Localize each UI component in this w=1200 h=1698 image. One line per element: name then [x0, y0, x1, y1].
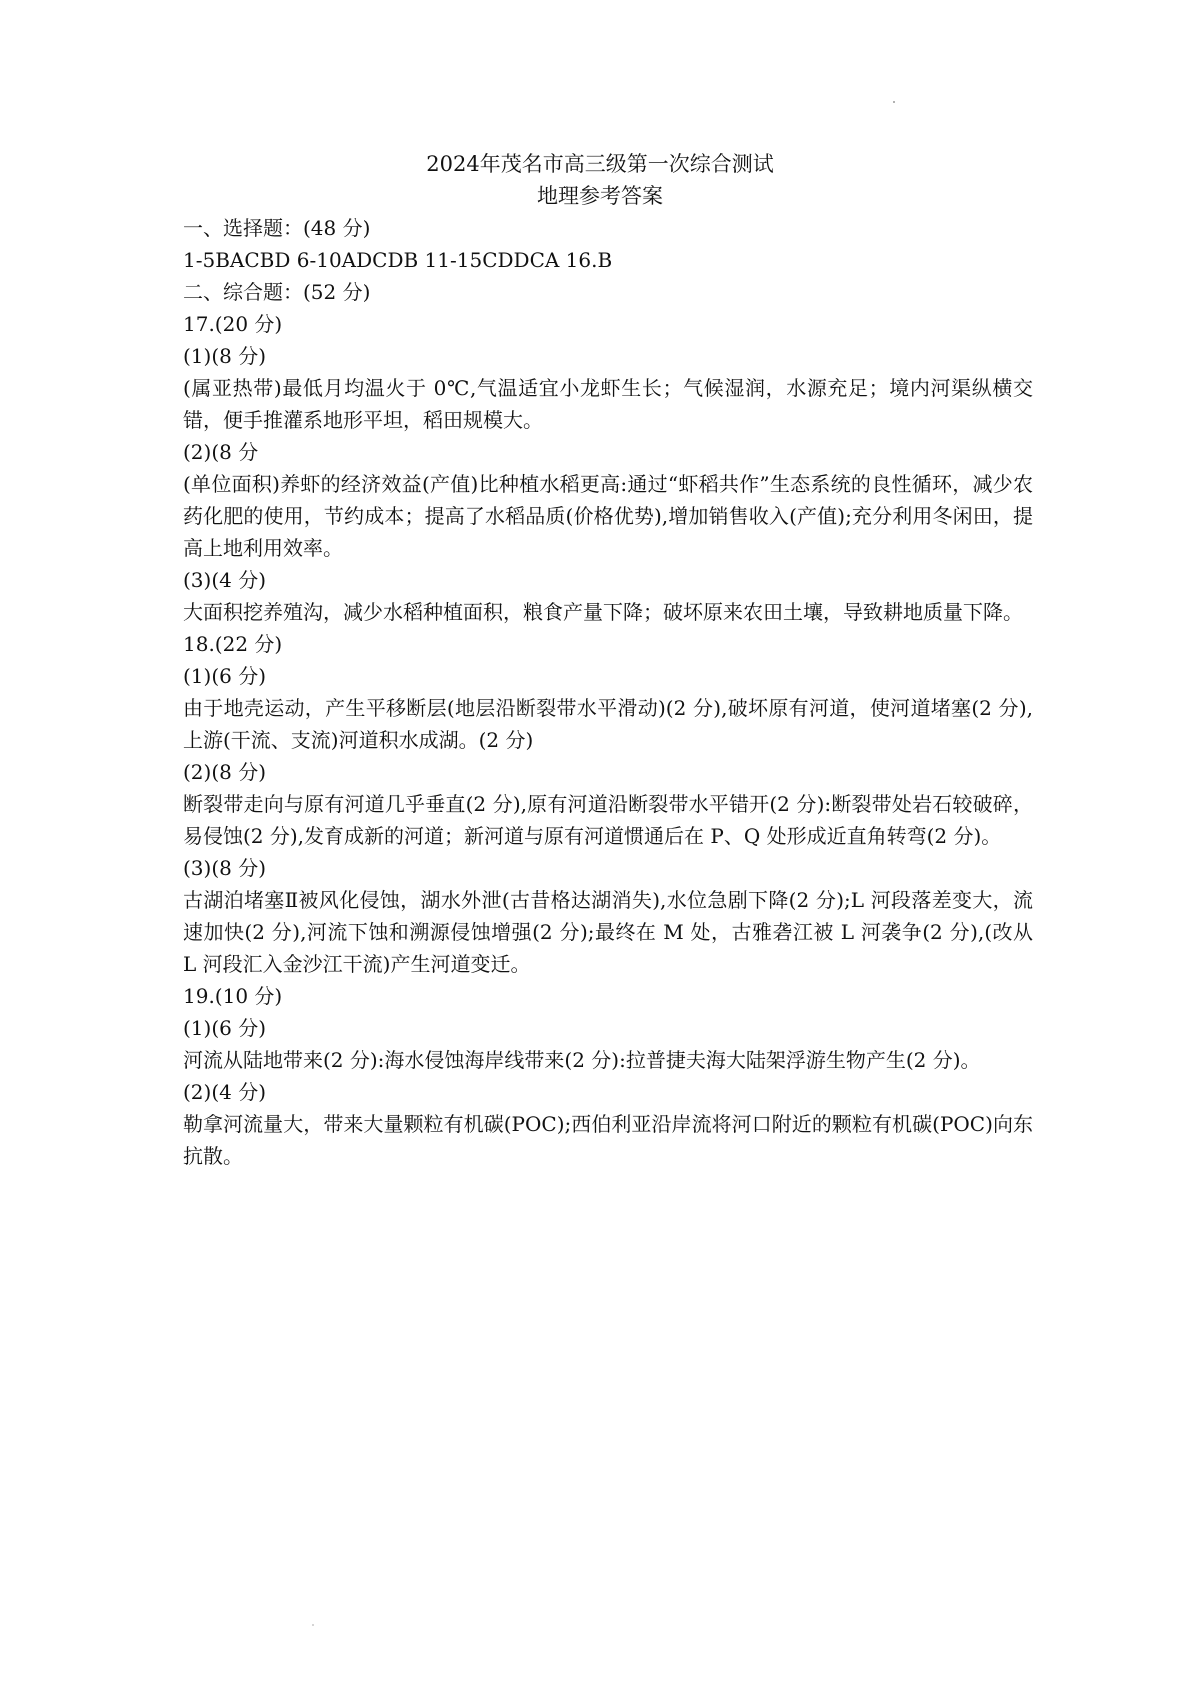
question-heading-17: 17.(20 分)	[183, 312, 283, 336]
q19-part1-answer: 河流从陆地带来(2 分):海水侵蚀海岸线带来(2 分):拉普捷夫海大陆架浮游生物产生(2 分)。	[183, 1048, 981, 1072]
q18-part3-label: (3)(8 分)	[183, 856, 267, 880]
q18-part1-answer: 由于地壳运动，产生平移断层(地层沿断裂带水平滑动)(2 分),破坏原有河道，使河道堵塞(2 分),上游(干流、支流)河道积水成湖。(2 分)	[183, 696, 1033, 752]
q17-part3-answer: 大面积挖养殖沟，减少水稻种植面积，粮食产量下降；破坏原来农田土壤，导致耕地质量下降。	[183, 600, 1023, 624]
q17-part2-answer: (单位面积)养虾的经济效益(产值)比种植水稻更高:通过“虾稻共作”生态系统的良性循环，减少农药化肥的使用，节约成本；提高了水稻品质(价格优势),增加销售收入(产值);充分利用冬闲田，提高上地利用效率。	[183, 472, 1033, 560]
document-title: 2024年茂名市高三级第一次综合测试	[426, 152, 774, 176]
q19-part2-label: (2)(4 分)	[183, 1080, 267, 1104]
document-subtitle: 地理参考答案	[537, 184, 663, 208]
question-heading-18: 18.(22 分)	[183, 632, 283, 656]
q17-part3-label: (3)(4 分)	[183, 568, 267, 592]
q17-part1-answer: (属亚热带)最低月均温火于 0℃,气温适宜小龙虾生长；气候湿润，水源充足；境内河渠纵横交错，便手推灌系地形平坦，稻田规模大。	[183, 376, 1033, 432]
choice-answers: 1-5BACBD 6-10ADCDB 11-15CDDCA 16.B	[183, 248, 613, 272]
question-heading-19: 19.(10 分)	[183, 984, 283, 1008]
q19-part1-label: (1)(6 分)	[183, 1016, 267, 1040]
q18-part2-answer: 断裂带走向与原有河道几乎垂直(2 分),原有河道沿断裂带水平错开(2 分):断裂带处岩石较破碎，易侵蚀(2 分),发育成新的河道；新河道与原有河道惯通后在 P、Q 处形成近直角转弯(2 分)。	[183, 792, 1033, 848]
q18-part3-answer: 古湖泊堵塞Ⅱ被风化侵蚀，湖水外泄(古昔格达湖消失),水位急剧下降(2 分);L 河段落差变大，流速加快(2 分),河流下蚀和溯源侵蚀增强(2 分);最终在 M 处，古雅砻江被 L 河袭争(2 分),(改从 L 河段汇入金沙江干流)产生河道变迁。	[183, 888, 1033, 976]
answer-content	[183, 212, 1033, 1172]
section-heading-choice: 一、选择题：(48 分)	[183, 216, 371, 240]
q18-part2-label: (2)(8 分)	[183, 760, 267, 784]
q19-part2-answer: 勒拿河流量大，带来大量颗粒有机碳(POC);西伯利亚沿岸流将河口附近的颗粒有机碳(POC)向东抗散。	[183, 1112, 1033, 1168]
scan-speck	[893, 101, 895, 103]
q17-part2-label: (2)(8 分	[183, 440, 259, 464]
title-block	[0, 148, 1200, 212]
q18-part1-label: (1)(6 分)	[183, 664, 267, 688]
section-heading-comprehensive: 二、综合题：(52 分)	[183, 280, 371, 304]
q17-part1-label: (1)(8 分)	[183, 344, 267, 368]
scan-speck	[312, 1624, 314, 1626]
